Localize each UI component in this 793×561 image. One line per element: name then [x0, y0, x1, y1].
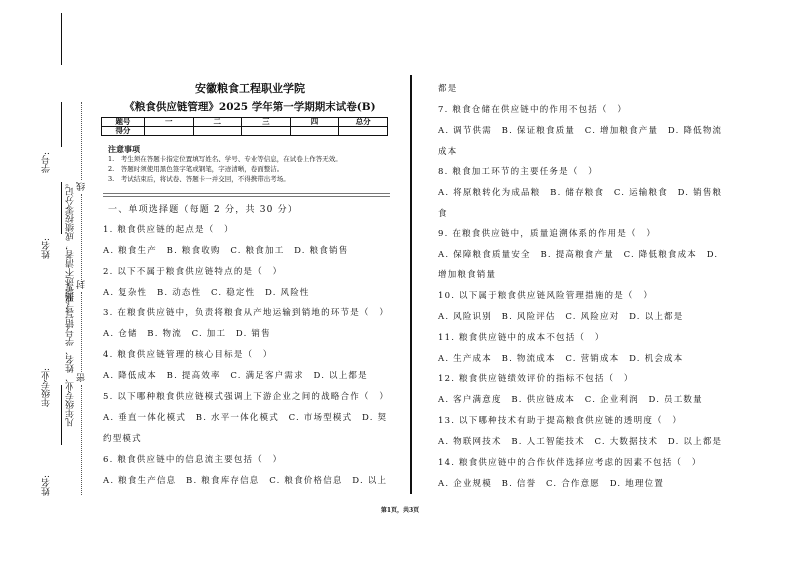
section-title: 一、单项选择题（每题 2 分，共 30 分）	[108, 205, 299, 215]
class-major-label: 年级专业:	[42, 368, 52, 408]
question-line: 4. 粮食供应链管理的核心目标是（ ）	[103, 350, 273, 360]
question-line: 12. 粮食供应链绩效评价的指标不包括（ ）	[438, 374, 634, 384]
question-line: 1. 粮食供应链的起点是（ ）	[103, 225, 234, 235]
header-cell: 四	[290, 118, 339, 127]
name-line-bottom	[61, 385, 62, 445]
exam-title: 《粮食供应链管理》2025 学年第一学期期末试卷(B)	[124, 101, 376, 113]
question-line: 13. 以下哪种技术有助于提高粮食供应链的透明度（ ）	[438, 416, 683, 426]
student-id-line	[61, 13, 62, 65]
warning-text-1: 写或字迹不清者，成绩按零分记。	[66, 178, 76, 313]
question-line: 3. 在粮食供应链中，负责将粮食从产地运输到销地的环节是（ ）	[103, 308, 390, 318]
question-line: A. 仓储 B. 物流 C. 加工 D. 销售	[103, 329, 271, 339]
binding-margin	[28, 80, 98, 520]
name-line-top	[61, 102, 62, 147]
question-line: A. 生产成本 B. 物流成本 C. 营销成本 D. 机会成本	[438, 354, 684, 364]
header-cell: 二	[193, 118, 242, 127]
score-cell	[290, 127, 339, 136]
question-line: 7. 粮食仓储在供应链中的作用不包括（ ）	[438, 105, 628, 115]
seal-dotted-line	[81, 194, 82, 284]
name-label-top: 姓名:	[42, 238, 52, 260]
question-line: 8. 粮食加工环节的主要任务是（ ）	[438, 167, 598, 177]
row-label: 得分	[102, 127, 145, 136]
score-table	[101, 117, 388, 136]
question-line: A. 降低成本 B. 提高效率 C. 满足客户需求 D. 以上都是	[103, 371, 368, 381]
question-line: A. 客户满意度 B. 供应链成本 C. 企业利润 D. 员工数量	[438, 395, 703, 405]
question-line: 14. 粮食供应链中的合作伙伴选择应考虑的因素不包括（ ）	[438, 458, 702, 468]
question-line: 食	[438, 209, 448, 219]
seal-char-mi: 密	[77, 373, 87, 382]
score-cell	[242, 127, 291, 136]
question-line: A. 调节供需 B. 保证粮食质量 C. 增加粮食产量 D. 降低物流	[438, 126, 723, 136]
question-line: A. 复杂性 B. 动态性 C. 稳定性 D. 风险性	[103, 288, 310, 298]
question-line: 2. 以下不属于粮食供应链特点的是（ ）	[103, 267, 283, 277]
note-item: 2. 答题时须使用黑色签字笔或钢笔，字迹清晰，卷面整洁。	[108, 165, 284, 173]
school-name: 安徽粮食工程职业学院	[195, 82, 305, 95]
question-line: 约型模式	[103, 434, 142, 444]
warning-text-2: 凡年级专业、姓名、学号错写、漏写	[66, 283, 76, 427]
score-cell	[339, 127, 388, 136]
question-line: 9. 在粮食供应链中，质量追溯体系的作用是（ ）	[438, 229, 657, 239]
header-cell: 三	[242, 118, 291, 127]
seal-dotted-line	[81, 292, 82, 372]
note-item: 1. 考生须在答题卡指定位置填写姓名、学号、专业等信息，在试卷上作答无效。	[108, 155, 342, 163]
question-line: A. 将原粮转化为成品粮 B. 储存粮食 C. 运输粮食 D. 销售粮	[438, 188, 723, 198]
question-line: A. 企业规模 B. 信誉 C. 合作意愿 D. 地理位置	[438, 479, 665, 489]
question-line: 增加粮食销量	[438, 270, 497, 280]
question-line: 10. 以下属于粮食供应链风险管理措施的是（ ）	[438, 291, 654, 301]
seal-dotted-line	[81, 102, 82, 180]
name-label-bottom: 姓名:	[42, 475, 52, 497]
notes-heading: 注意事项	[108, 144, 140, 154]
question-line: A. 保障粮食质量安全 B. 提高粮食产量 C. 降低粮食成本 D.	[438, 250, 719, 260]
column-divider	[410, 75, 412, 494]
question-line: 6. 粮食供应链中的信息流主要包括（ ）	[103, 455, 283, 465]
header-cell: 题号	[102, 118, 145, 127]
page-number: 第1页，共3页	[380, 507, 420, 514]
question-line: 成本	[438, 147, 458, 157]
question-line: A. 物联网技术 B. 人工智能技术 C. 大数据技术 D. 以上都是	[438, 437, 723, 447]
question-line: 11. 粮食供应链中的成本不包括（ ）	[438, 333, 605, 343]
exam-notes	[108, 144, 398, 184]
header-cell: 总分	[339, 118, 388, 127]
question-line: 5. 以下哪种粮食供应链模式强调上下游企业之间的战略合作（ ）	[103, 392, 390, 402]
class-major-line	[61, 182, 62, 234]
student-id-label: 学号:	[42, 152, 52, 174]
question-line: A. 粮食生产 B. 粮食收购 C. 粮食加工 D. 粮食销售	[103, 246, 349, 256]
seal-char-feng: 封	[77, 280, 87, 289]
header-cell: 一	[144, 118, 193, 127]
score-table-header-row	[102, 118, 388, 127]
question-line: A. 粮食生产信息 B. 粮食库存信息 C. 粮食价格信息 D. 以上	[103, 476, 388, 486]
question-line: A. 风险识别 B. 风险评估 C. 风险应对 D. 以上都是	[438, 312, 684, 322]
seal-dotted-line	[81, 385, 82, 495]
question-line: A. 垂直一体化模式 B. 水平一体化模式 C. 市场型模式 D. 契	[103, 413, 388, 423]
score-cell	[144, 127, 193, 136]
question-line: 都是	[438, 84, 458, 94]
seal-char-xian: 线	[77, 182, 87, 191]
double-rule	[103, 193, 390, 197]
note-item: 3. 考试结束后，将试卷、答题卡一并交回，不得携带出考场。	[108, 175, 290, 183]
score-cell	[193, 127, 242, 136]
score-table-score-row	[102, 127, 388, 136]
